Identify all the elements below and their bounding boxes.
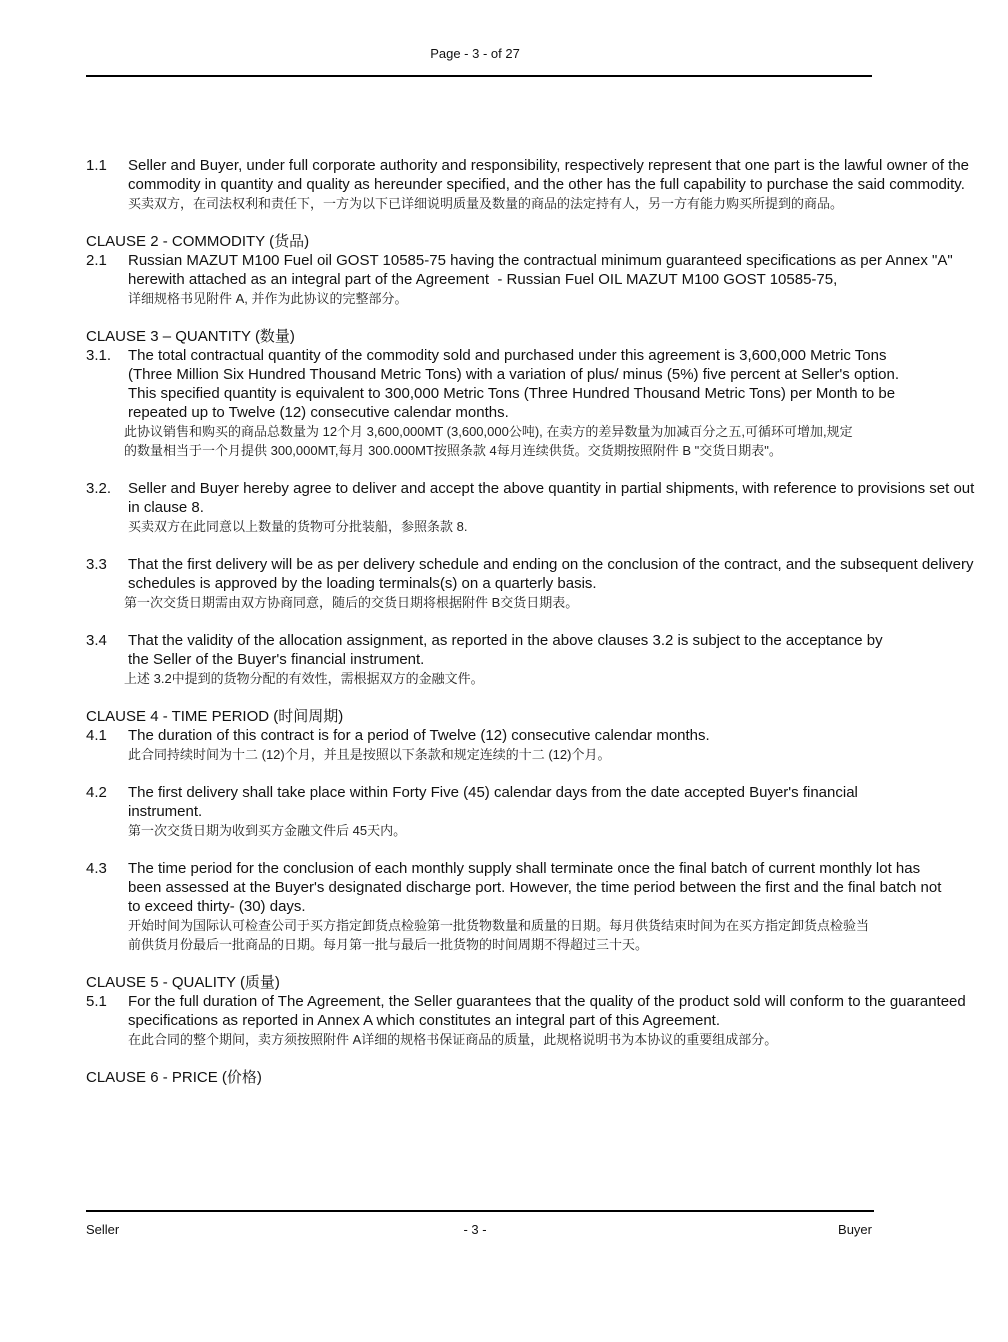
clause-item-5-1 <box>86 992 970 1049</box>
item-number: 1.1 <box>86 157 107 174</box>
header-rule <box>86 75 872 77</box>
footer-page-number: - 3 - <box>463 1222 487 1237</box>
item-english-text: The duration of this contract is for a period of Twelve (12) consecutive calendar months. <box>128 727 710 744</box>
item-english-text: Seller and Buyer hereby agree to deliver and accept the above quantity in partial shipments, with reference to provisions set out in clause 8. <box>128 480 979 516</box>
clause-item-1-1 <box>86 156 974 213</box>
clause-item-4-1 <box>86 726 950 764</box>
item-number: 4.1 <box>86 727 107 744</box>
item-chinese-text: 上述 3.2中提到的货物分配的有效性，需根据双方的金融文件。 <box>124 671 484 686</box>
clause-heading-quality: CLAUSE 5 - QUALITY (质量) <box>86 974 280 991</box>
clause-item-3-1 <box>86 346 950 460</box>
item-english-text: That the validity of the allocation assignment, as reported in the above clauses 3.2 is subject to the acceptance by the Seller of the Buyer's financial instrument. <box>128 632 887 668</box>
clause-heading-price: CLAUSE 6 - PRICE (价格) <box>86 1069 262 1086</box>
item-number: 2.1 <box>86 252 107 269</box>
item-chinese-text: 此合同持续时间为十二 (12)个月，并且是按照以下条款和规定连续的十二 (12)个月。 <box>128 747 611 762</box>
item-chinese-text: 详细规格书见附件 A, 并作为此协议的完整部分。 <box>128 291 408 306</box>
clause-heading-time-period: CLAUSE 4 - TIME PERIOD (时间周期) <box>86 708 344 725</box>
item-number: 3.3 <box>86 556 107 573</box>
item-english-text: The time period for the conclusion of each monthly supply shall terminate once the final batch of current monthly lot has been assessed at the Buyer's designated discharge port. However, the time period between the first and the final batch not to exceed thirty- (30) days. <box>128 860 946 915</box>
item-number: 3.4 <box>86 632 107 649</box>
item-chinese-text: 在此合同的整个期间，卖方须按照附件 A详细的规格书保证商品的质量，此规格说明书为本协议的重要组成部分。 <box>128 1032 778 1047</box>
clause-item-4-3 <box>86 859 950 954</box>
page-number: Page - 3 - of 27 <box>430 46 520 61</box>
item-english-text: Seller and Buyer, under full corporate authority and responsibility, respectively represent that one part is the lawful owner of the commodity in quantity and quality as hereunder specified, and the other has the full capability to purchase the said commodity. <box>128 157 974 193</box>
footer-buyer: Buyer <box>838 1222 872 1237</box>
item-number: 4.2 <box>86 784 107 801</box>
clause-item-3-3 <box>86 555 978 612</box>
item-english-text: Russian MAZUT M100 Fuel oil GOST 10585-75 having the contractual minimum guaranteed specifications as per Annex "A" herewith attached as an integral part of the Agreement - Russian Fuel OIL MAZUT M100 GOST 10585-75, <box>128 252 957 288</box>
item-chinese-text: 此协议销售和购买的商品总数量为 12个月 3,600,000MT (3,600,000公吨), 在卖方的差异数量为加减百分之五,可循环可增加,规定的数量相当于一个月提供 300,000MT,每月 300.000MT按照条款 4每月连续供货。交货期按照附件 B "交货日期表"。 <box>124 424 853 458</box>
clause-heading-commodity: CLAUSE 2 - COMMODITY (货品) <box>86 233 310 250</box>
item-number: 5.1 <box>86 993 107 1010</box>
item-english-text: That the first delivery will be as per delivery schedule and ending on the conclusion of the contract, and the subsequent delivery schedules is approved by the loading terminals(s) on a quarterly basis. <box>128 556 978 592</box>
item-chinese-text: 开始时间为国际认可检查公司于买方指定卸货点检验第一批货物数量和质量的日期。每月供货结束时间为在买方指定卸货点检验当前供货月份最后一批商品的日期。每月第一批与最后一批货物的时间周期不得超过三十天。 <box>128 918 870 952</box>
item-chinese-text: 第一次交货日期为收到买方金融文件后 45天内。 <box>128 823 407 838</box>
clause-item-3-2 <box>86 479 979 536</box>
footer-seller: Seller <box>86 1222 120 1237</box>
clause-item-3-4 <box>86 631 950 688</box>
item-english-text: The total contractual quantity of the commodity sold and purchased under this agreement is 3,600,000 Metric Tons (Three Million Six Hundred Thousand Metric Tons) with a variation of plus/ minus (5%) five percent at Seller's option. This specified quantity is equivalent to 300,000 Metric Tons (Three Hundred Thousand Metric Tons) per Month to be repeated up to Twelve (12) consecutive calendar months. <box>128 347 903 421</box>
clause-item-2-1 <box>86 251 957 308</box>
item-number: 3.2. <box>86 480 112 497</box>
item-chinese-text: 买卖双方，在司法权利和责任下，一方为以下已详细说明质量及数量的商品的法定持有人，另一方有能力购买所提到的商品。 <box>128 196 844 211</box>
clause-item-4-2 <box>86 783 950 840</box>
item-chinese-text: 第一次交货日期需由双方协商同意，随后的交货日期将根据附件 B交货日期表。 <box>124 595 579 610</box>
item-english-text: The first delivery shall take place within Forty Five (45) calendar days from the date accepted Buyer's financial instrument. <box>128 784 863 820</box>
item-chinese-text: 买卖双方在此同意以上数量的货物可分批装船，参照条款 8. <box>128 519 468 534</box>
item-number: 4.3 <box>86 860 107 877</box>
clause-heading-quantity: CLAUSE 3 – QUANTITY (数量) <box>86 328 295 345</box>
item-number: 3.1. <box>86 347 112 364</box>
footer-rule <box>86 1210 874 1212</box>
contract-body <box>86 156 979 1087</box>
item-english-text: For the full duration of The Agreement, the Seller guarantees that the quality of the product sold will conform to the guaranteed specifications as reported in Annex A which constitutes an integral part of this Agreement. <box>128 993 970 1029</box>
